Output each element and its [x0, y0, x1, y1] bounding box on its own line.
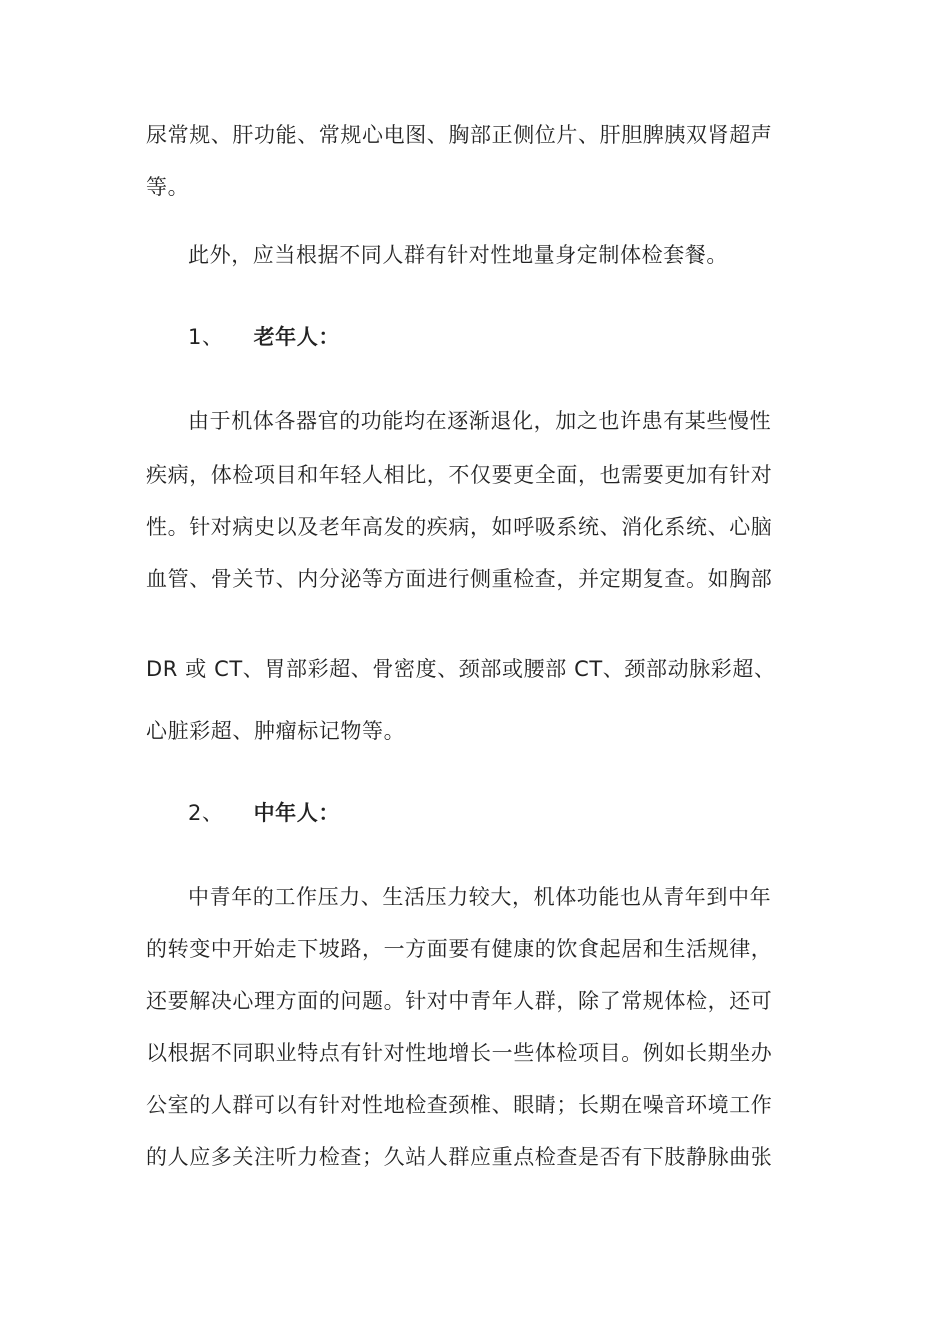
intro-line-1: 尿常规、肝功能、常规心电图、胸部正侧位片、肝胆脾胰双肾超声: [146, 123, 773, 147]
section2-line-6: 的人应多关注听力检查；久站人群应重点检查是否有下肢静脉曲张: [146, 1145, 773, 1169]
section2-number: 2、: [188, 801, 224, 825]
section2-line-3: 还要解决心理方面的问题。针对中青年人群，除了常规体检，还可: [146, 989, 773, 1013]
note-paragraph: 此外，应当根据不同人群有针对性地量身定制体检套餐。: [188, 243, 728, 267]
section1-line-6: 心脏彩超、肿瘤标记物等。: [146, 719, 406, 743]
section2-line-1: 中青年的工作压力、生活压力较大，机体功能也从青年到中年: [188, 885, 772, 909]
section1-heading: [188, 322, 340, 352]
section1-line-4: 血管、骨关节、内分泌等方面进行侧重检查，并定期复查。如胸部: [146, 567, 773, 591]
section2-line-2: 的转变中开始走下坡路，一方面要有健康的饮食起居和生活规律，: [146, 937, 773, 961]
section1-line-5: DR 或 CT、胃部彩超、骨密度、颈部或腰部 CT、颈部动脉彩超、: [146, 657, 776, 681]
intro-line-2: 等。: [146, 175, 190, 199]
section1-line-1: 由于机体各器官的功能均在逐渐退化，加之也许患有某些慢性: [188, 409, 772, 433]
section2-title: 中年人：: [253, 801, 340, 825]
section2-line-5: 公室的人群可以有针对性地检查颈椎、眼睛；长期在噪音环境工作: [146, 1093, 773, 1117]
section2-heading: [188, 798, 340, 828]
section1-title: 老年人：: [253, 325, 340, 349]
section2-line-4: 以根据不同职业特点有针对性地增长一些体检项目。例如长期坐办: [146, 1041, 773, 1065]
section1-line-3: 性。针对病史以及老年高发的疾病，如呼吸系统、消化系统、心脑: [146, 515, 773, 539]
section1-number: 1、: [188, 325, 224, 349]
section1-line-2: 疾病，体检项目和年轻人相比，不仅要更全面，也需要更加有针对: [146, 463, 773, 487]
